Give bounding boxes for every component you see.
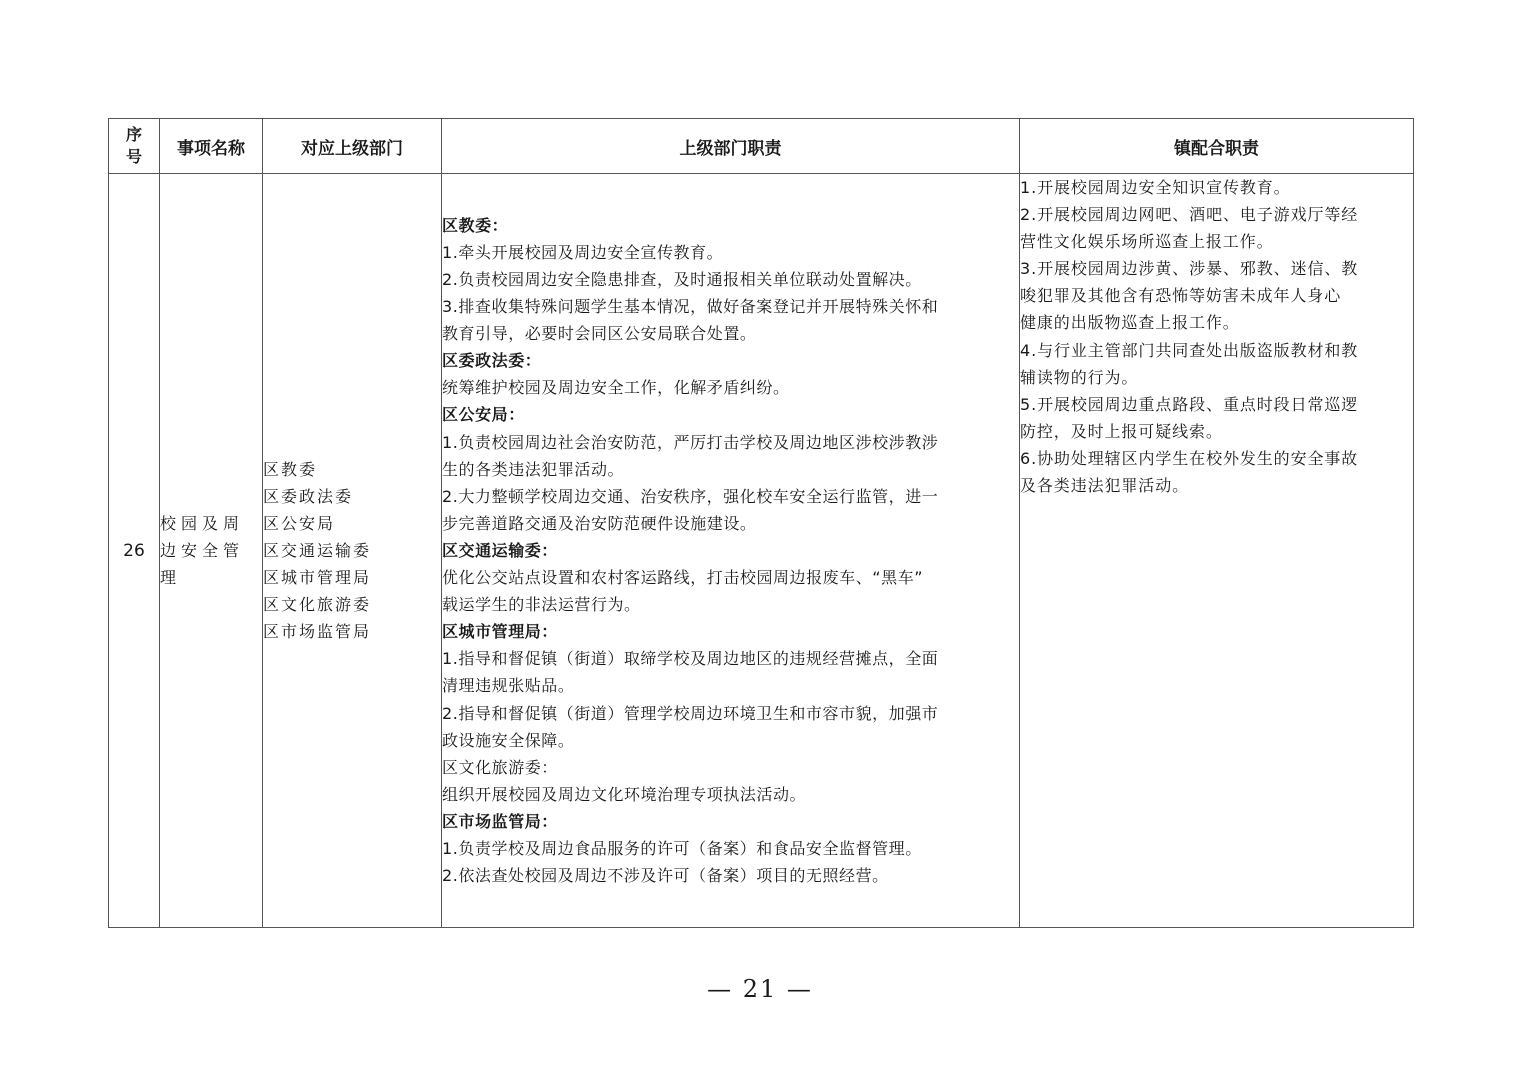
duty-line: 3.排查收集特殊问题学生基本情况，做好备案登记并开展特殊关怀和	[442, 297, 939, 317]
page-number: — 21 —	[707, 975, 813, 1003]
header-town-duty: 镇配合职责	[1020, 119, 1414, 174]
upper-duty-cell	[442, 174, 1020, 928]
town-duty-line: 2.开展校园周边网吧、酒吧、电子游戏厅等经	[1020, 205, 1359, 225]
duty-line: 1.负责学校及周边食品服务的许可（备案）和食品安全监督管理。	[442, 838, 922, 858]
town-duty-line: 营性文化娱乐场所巡查上报工作。	[1020, 232, 1274, 252]
duty-line: 步完善道路交通及治安防范硬件设施建设。	[442, 513, 757, 533]
town-duty-line: 防控，及时上报可疑线索。	[1020, 421, 1223, 441]
item-name-line: 边安全管	[160, 541, 245, 560]
department-item: 区公安局	[263, 514, 336, 533]
table-row	[109, 174, 1414, 928]
duty-line: 优化公交站点设置和农村客运路线，打击校园周边报废车、“黑车”	[442, 568, 924, 588]
duty-line: 1.指导和督促镇（街道）取缔学校及周边地区的违规经营摊点，全面	[442, 649, 939, 669]
duty-department-heading: 区交通运输委：	[442, 540, 558, 560]
town-duty-line: 健康的出版物巡查上报工作。	[1020, 313, 1240, 333]
item-name-line: 校园及周	[160, 514, 245, 533]
duty-line: 2.大力整顿学校周边交通、治安秩序，强化校车安全运行监管，进一	[442, 486, 939, 506]
serial-number-cell: 26	[109, 174, 160, 928]
header-upper-duty: 上级部门职责	[442, 119, 1020, 174]
item-name-line: 理	[160, 568, 182, 587]
header-item-name: 事项名称	[160, 119, 263, 174]
department-item: 区教委	[263, 460, 318, 479]
header-upper-department: 对应上级部门	[263, 119, 442, 174]
item-name-cell	[160, 174, 263, 928]
department-item: 区委政法委	[263, 487, 354, 506]
header-row	[109, 119, 1414, 174]
duty-department-heading: 区公安局：	[442, 405, 525, 425]
duty-table	[108, 118, 1414, 928]
duty-line: 区文化旅游委：	[442, 757, 558, 777]
header-serial-line1: 序	[125, 125, 142, 144]
duty-line: 教育引导，必要时会同区公安局联合处置。	[442, 324, 757, 344]
duty-line: 2.负责校园周边安全隐患排查，及时通报相关单位联动处置解决。	[442, 270, 922, 290]
header-serial-number	[109, 119, 160, 174]
duty-line: 2.指导和督促镇（街道）管理学校周边环境卫生和市容市貌，加强市	[442, 703, 939, 723]
duty-line: 生的各类违法犯罪活动。	[442, 459, 625, 479]
town-duty-line: 及各类违法犯罪活动。	[1020, 476, 1190, 496]
town-duty-cell	[1020, 174, 1414, 928]
town-duty-line: 3.开展校园周边涉黄、涉暴、邪教、迷信、教	[1020, 259, 1359, 279]
duty-line: 1.牵头开展校园及周边安全宣传教育。	[442, 242, 724, 262]
duty-line: 清理违规张贴品。	[442, 676, 575, 696]
duty-department-heading: 区委政法委：	[442, 351, 542, 371]
town-duty-line: 5.开展校园周边重点路段、重点时段日常巡逻	[1020, 394, 1359, 414]
department-item: 区市场监管局	[263, 622, 372, 641]
town-duty-line: 1.开展校园周边安全知识宣传教育。	[1020, 178, 1291, 197]
department-item: 区交通运输委	[263, 541, 372, 560]
town-duty-line: 唆犯罪及其他含有恐怖等妨害未成年人身心	[1020, 286, 1342, 306]
duty-line: 组织开展校园及周边文化环境治理专项执法活动。	[442, 784, 807, 804]
duty-line: 政设施安全保障。	[442, 730, 575, 750]
department-item: 区文化旅游委	[263, 595, 372, 614]
town-duty-line: 4.与行业主管部门共同查处出版盗版教材和教	[1020, 340, 1359, 360]
duty-line: 1.负责校园周边社会治安防范，严厉打击学校及周边地区涉校涉教涉	[442, 432, 939, 452]
duty-department-heading: 区教委：	[442, 215, 509, 235]
duty-line: 载运学生的非法运营行为。	[442, 595, 641, 615]
town-duty-line: 辅读物的行为。	[1020, 367, 1139, 387]
duty-department-heading: 区市场监管局：	[442, 811, 558, 831]
duty-department-heading: 区城市管理局：	[442, 622, 558, 642]
duty-line: 2.依法查处校园及周边不涉及许可（备案）项目的无照经营。	[442, 866, 889, 886]
department-item: 区城市管理局	[263, 568, 372, 587]
upper-department-cell	[263, 174, 442, 928]
duty-line: 统筹维护校园及周边安全工作，化解矛盾纠纷。	[442, 378, 790, 398]
header-serial-line2: 号	[125, 147, 142, 166]
town-duty-line: 6.协助处理辖区内学生在校外发生的安全事故	[1020, 448, 1359, 468]
